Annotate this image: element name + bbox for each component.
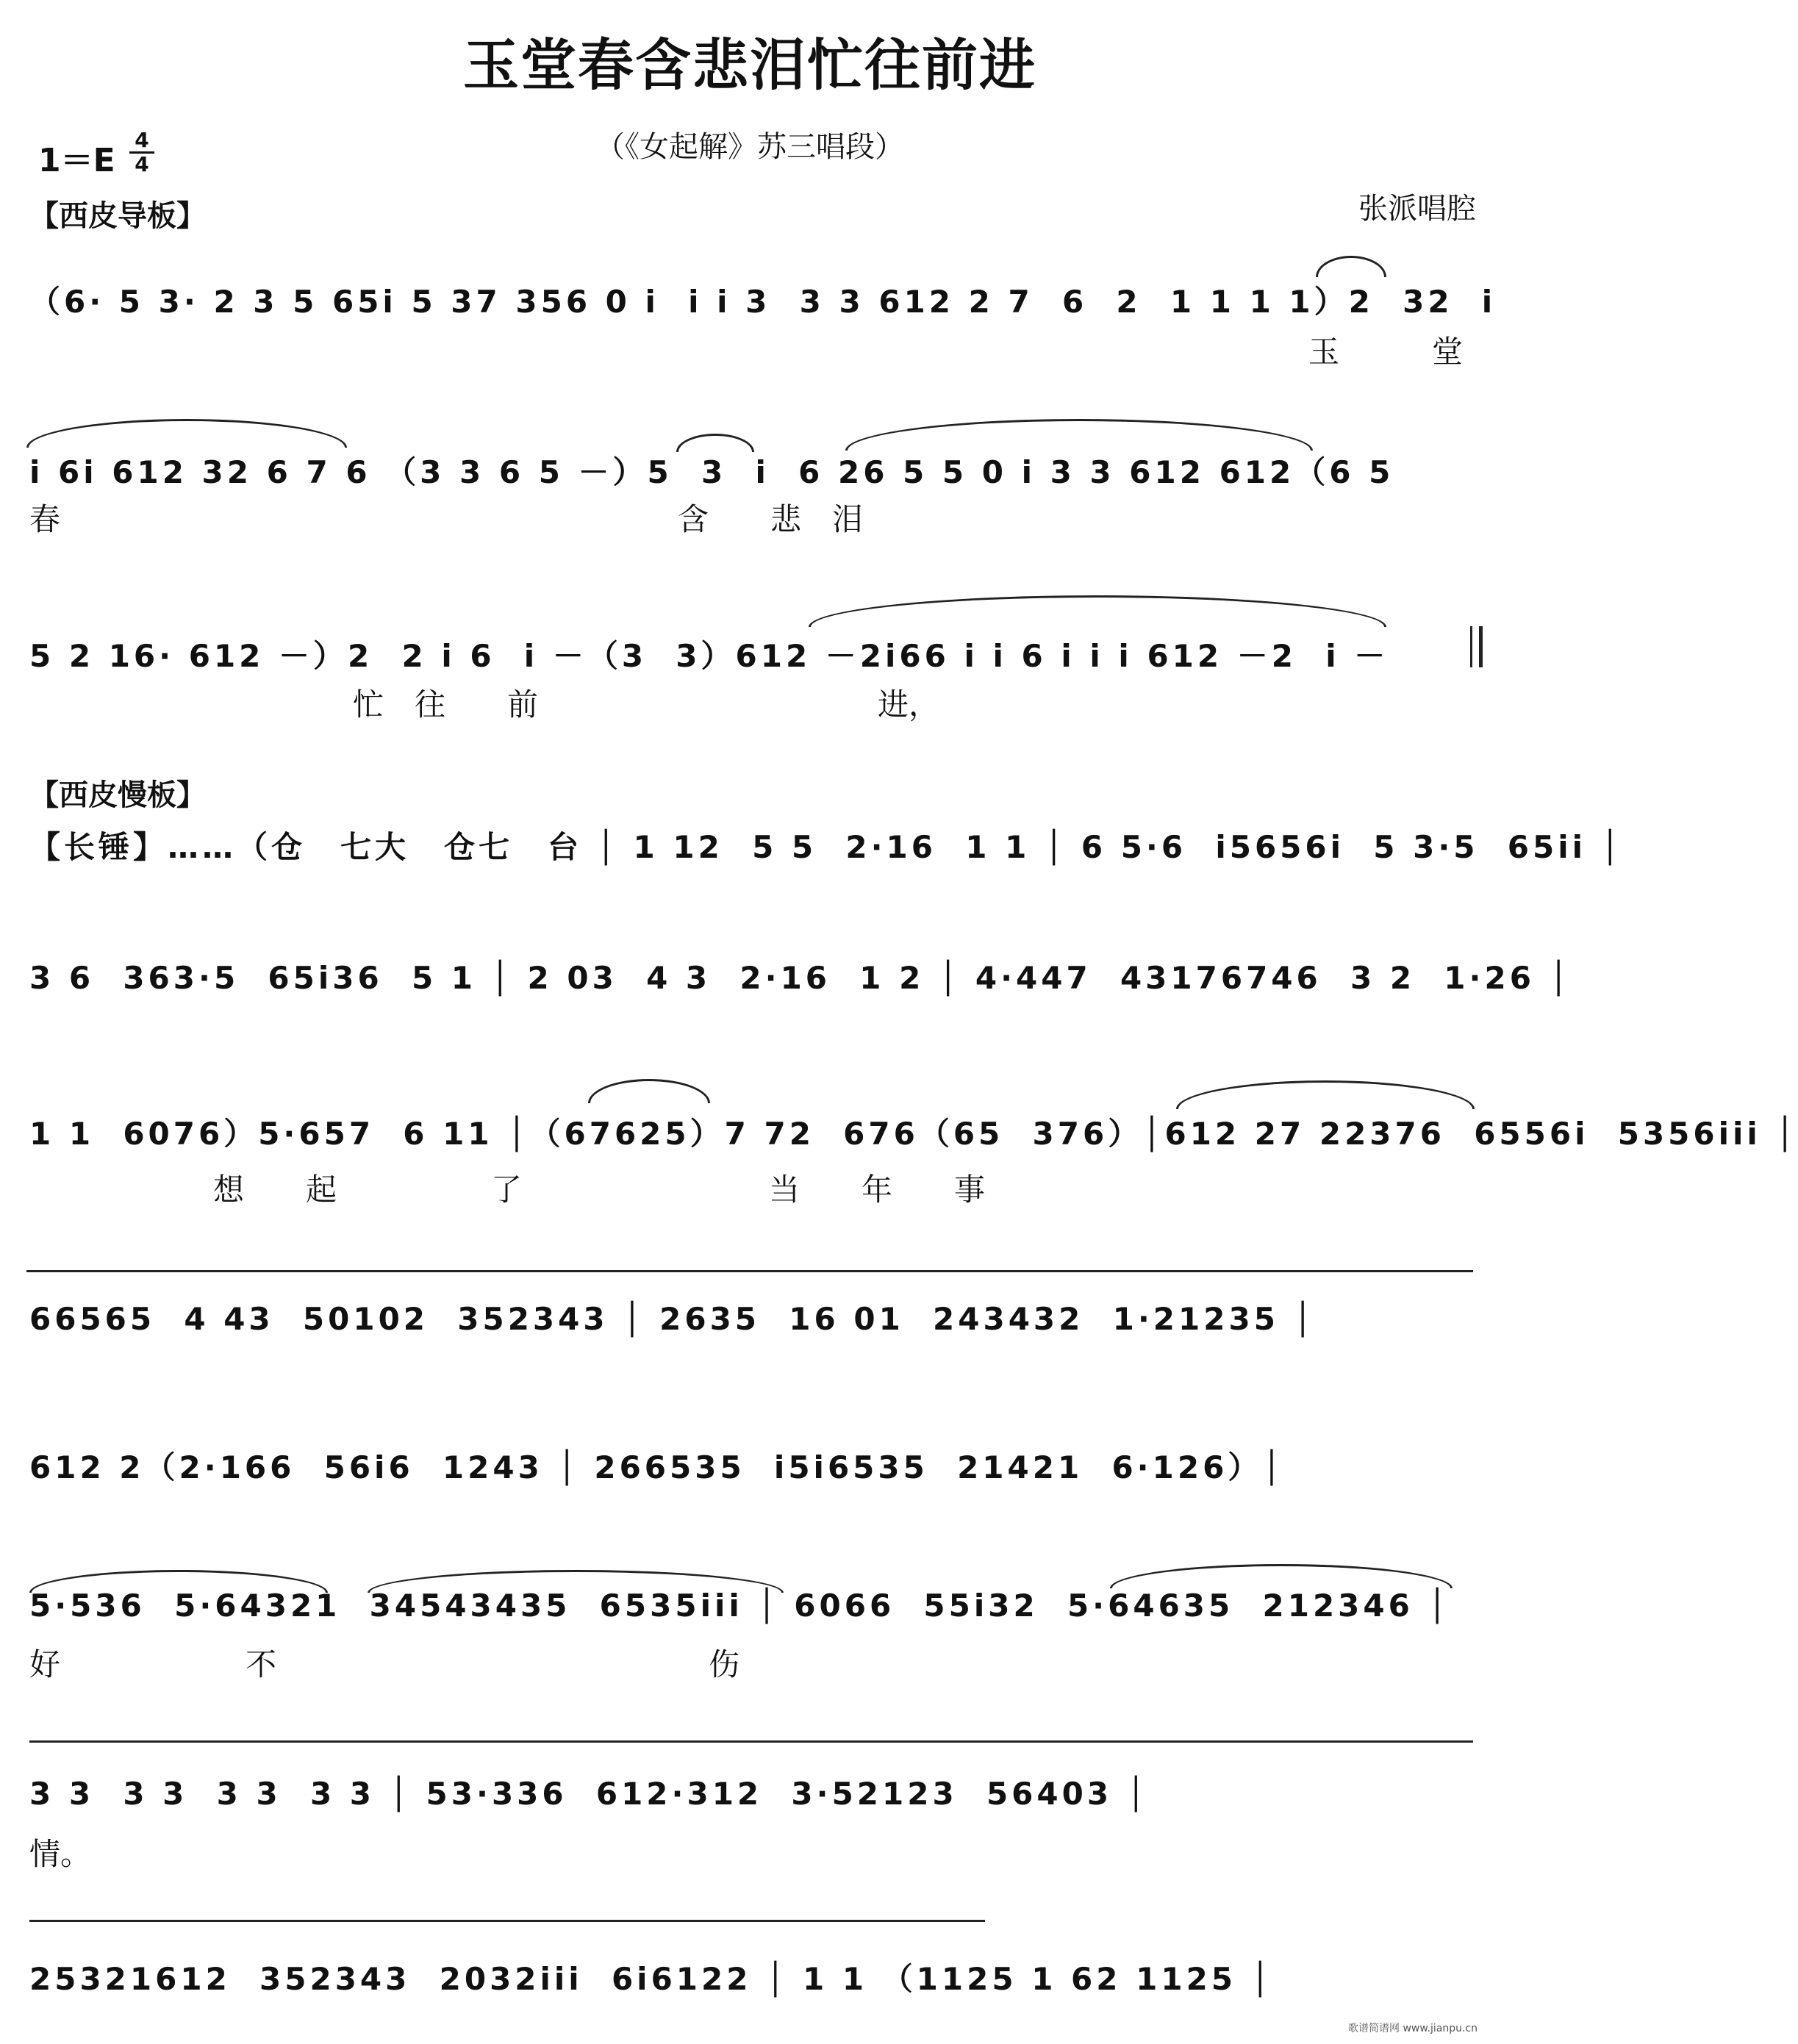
lyrics-line-10: 情。 (29, 1836, 92, 1872)
slur-mark (1316, 256, 1386, 277)
time-signature (129, 129, 154, 176)
notation-line-6: 1 1 6076）5·657 6 11 │（67625）7 72 676（65 376）│612 27 22376 6556i 5356iii │ (29, 1116, 1798, 1152)
slur-mark (1176, 1080, 1475, 1109)
lyrics-line-6: 想 起 了 当 年 事 (213, 1172, 986, 1208)
singing-style-credit: 张派唱腔 (1358, 192, 1476, 226)
notation-line-11: 25321612 352343 2032iii 6i6122 │ 1 1 （1125 1 62 1125 │ (29, 1961, 1273, 1997)
lyrics-line-3: 忙 往 前 进， (353, 686, 940, 722)
notation-line-1: （6· 5 3· 2 3 5 65i 5 37 356 0 i i i 3 3 3 612 2 7 6 2 1 1 1 1）2 32 i (29, 284, 1497, 320)
time-signature-bottom: 4 (129, 151, 154, 176)
subtitle: （《女起解》苏三唱段） (595, 130, 904, 164)
notation-line-7: 66565 4 43 50102 352343 │ 2635 16 01 243432 1·21235 │ (29, 1301, 1316, 1337)
notation-line-10: 3 3 3 3 3 3 3 3 │ 53·336 612·312 3·52123 56403 │ (29, 1776, 1149, 1812)
slur-mark (29, 1570, 328, 1593)
lyrics-line-9: 好 不 伤 (29, 1646, 740, 1682)
slur-mark (1110, 1564, 1453, 1588)
phrase-line (29, 1920, 985, 1922)
page-title: 玉堂春含悲泪忙往前进 (463, 32, 1036, 98)
slur-mark (845, 419, 1313, 451)
phrase-line (29, 1740, 1473, 1743)
section-label-daoban: 【西皮导板】 (29, 199, 206, 233)
notation-line-8: 612 2（2·166 56i6 1243 │ 266535 i5i6535 21421 6·126）│ (29, 1449, 1285, 1485)
lyrics-line-2: 春 含 悲 泪 (29, 501, 864, 537)
notation-line-9: 5·536 5·64321 34543435 6535iii │ 6066 55i32 5·64635 212346 │ (29, 1588, 1450, 1624)
watermark: 歌谱简谱网 www.jianpu.cn (1348, 2023, 1478, 2034)
double-barline (1479, 626, 1483, 667)
key-signature: 1＝E (38, 142, 115, 179)
slur-mark (588, 1079, 710, 1103)
time-signature-top: 4 (135, 128, 149, 152)
slur-mark (676, 434, 754, 452)
slur-mark (368, 1570, 784, 1593)
notation-line-2: i 6i 612 32 6 7 6 （3 3 6 5 －）5 3 i 6 26 5 5 0 i 3 3 612 612（6 5 (29, 454, 1394, 490)
notation-line-5: 3 6 363·5 65i36 5 1 │ 2 03 4 3 2·16 1 2 │ 4·447 43176746 3 2 1·26 │ (29, 960, 1572, 996)
system-divider (26, 1270, 1473, 1272)
double-barline (1470, 626, 1472, 667)
lyrics-line-1: 玉 堂 (1308, 334, 1464, 370)
slur-mark (809, 595, 1386, 627)
slur-mark (26, 419, 347, 448)
notation-line-4: 【长锤】……（仓 七大 仓七 台 │ 1 12 5 5 2·16 1 1 │ 6 5·6 i5656i 5 3·5 65ii │ (29, 829, 1623, 865)
notation-line-3: 5 2 16· 612 －）2 2 i 6 i －（3 3）612 －2i66 i i 6 i i i 612 －2 i － (29, 638, 1389, 674)
section-label-manban: 【西皮慢板】 (29, 778, 206, 812)
